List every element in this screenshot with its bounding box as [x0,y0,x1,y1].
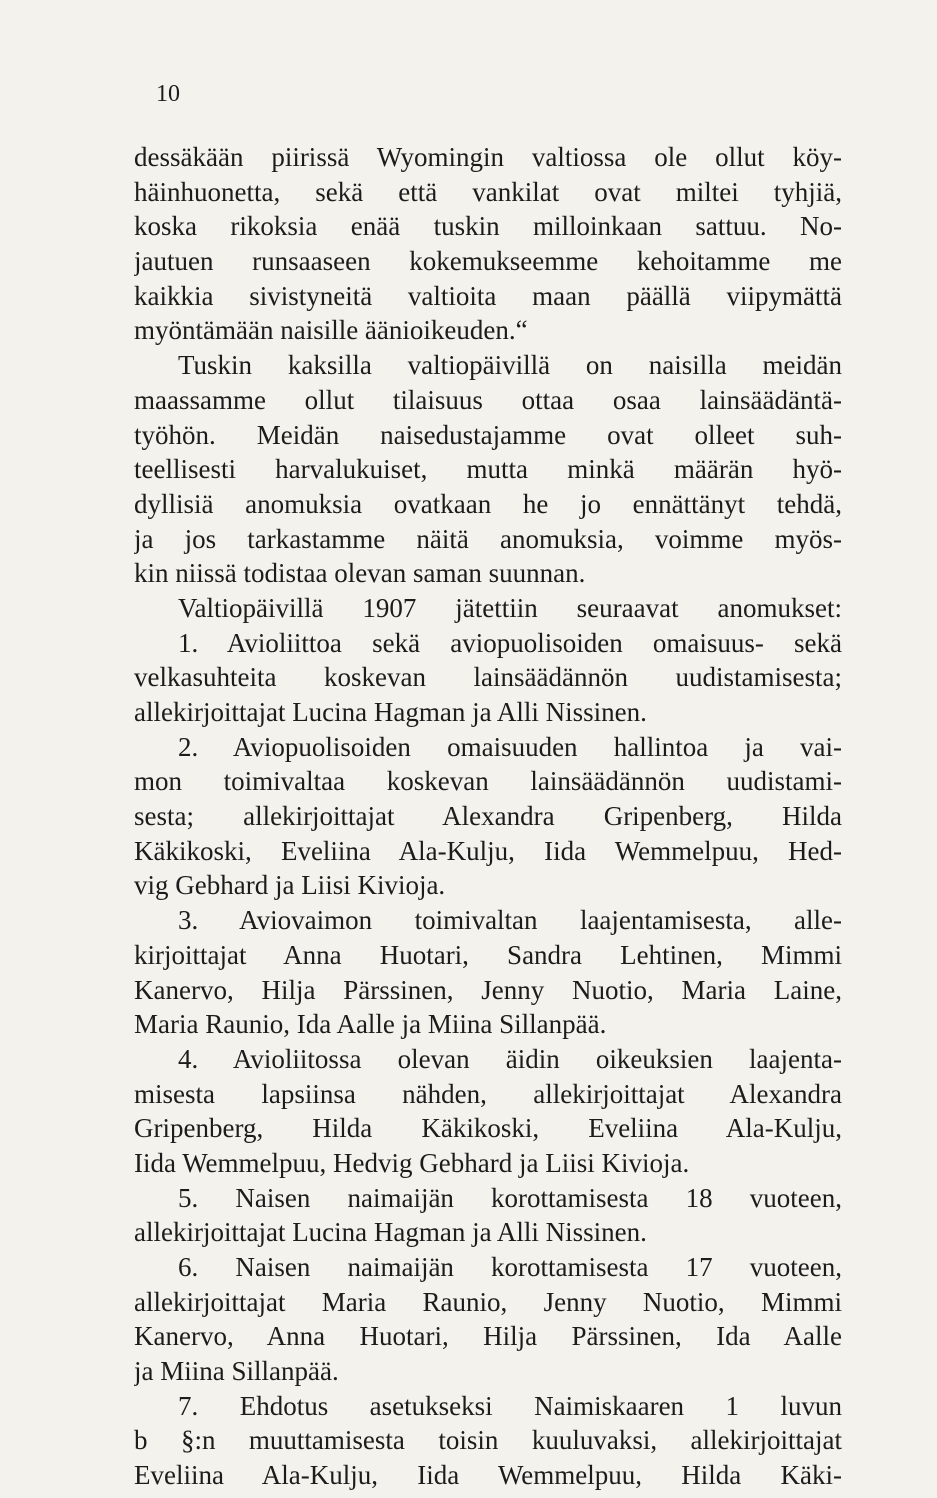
text-line: 3. Aviovaimon toimivaltan laajentamisesta, alle- [178,905,842,936]
text-line: allekirjoittajat Lucina Hagman ja Alli Nissinen. [134,1217,647,1248]
text-line: Kanervo, Hilja Pärssinen, Jenny Nuotio, Maria Laine, [134,974,842,1005]
text-line: sesta; allekirjoittajat Alexandra Gripenberg, Hilda [134,801,842,832]
text-line: 5. Naisen naimaijän korottamisesta 18 vuoteen, [178,1182,842,1213]
page-number: 10 [156,81,180,107]
text-line: vig Gebhard ja Liisi Kivioja. [134,870,446,901]
text-line: dyllisiä anomuksia ovatkaan he jo ennättänyt tehdä, [134,488,842,519]
text-line: 7. Ehdotus asetukseksi Naimiskaaren 1 luvun [178,1390,842,1421]
text-line: allekirjoittajat Maria Raunio, Jenny Nuotio, Mimmi [134,1286,842,1317]
text-line: Eveliina Ala-Kulju, Iida Wemmelpuu, Hilda Käki- [134,1460,842,1491]
text-line: Iida Wemmelpuu, Hedvig Gebhard ja Liisi Kivioja. [134,1147,690,1178]
text-line: Kanervo, Anna Huotari, Hilja Pärssinen, Ida Aalle [134,1321,842,1352]
text-line: Gripenberg, Hilda Käkikoski, Eveliina Ala-Kulju, [134,1113,842,1144]
text-line: kirjoittajat Anna Huotari, Sandra Lehtinen, Mimmi [134,939,842,970]
text-line: mon toimivaltaa koskevan lainsäädännön uudistami- [134,766,842,797]
text-line: häinhuonetta, sekä että vankilat ovat miltei tyhjiä, [134,176,842,207]
text-line: kaikkia sivistyneitä valtioita maan päällä viipymättä [134,280,842,311]
text-line: ja jos tarkastamme näitä anomuksia, voimme myös- [134,523,842,554]
text-line: jautuen runsaaseen kokemukseemme kehoitamme me [134,246,842,277]
text-line: 4. Avioliitossa olevan äidin oikeuksien laajenta- [178,1043,842,1074]
text-line: myöntämään naisille äänioikeuden.“ [134,315,528,346]
text-line: Valtiopäivillä 1907 jätettiin seuraavat anomukset: [178,592,842,623]
text-line: allekirjoittajat Lucina Hagman ja Alli Nissinen. [134,697,647,727]
text-line: kin niissä todistaa olevan saman suunnan. [134,558,586,589]
text-line: velkasuhteita koskevan lainsäädännön uudistamisesta; [134,662,842,693]
text-line: koska rikoksia enää tuskin milloinkaan sattuu. No- [134,211,842,242]
text-line: teellisesti harvalukuiset, mutta minkä määrän hyö- [134,454,842,485]
body-text [134,140,842,1493]
text-line: Tuskin kaksilla valtiopäivillä on naisilla meidän [178,350,842,381]
text-line: maassamme ollut tilaisuus ottaa osaa lainsäädäntä- [134,384,842,415]
text-line: b §:n muuttamisesta toisin kuuluvaksi, allekirjoittajat [134,1425,842,1456]
text-line: ja Miina Sillanpää. [134,1356,339,1387]
text-line: Käkikoski, Eveliina Ala-Kulju, Iida Wemmelpuu, Hed- [134,835,842,866]
text-line: työhön. Meidän naisedustajamme ovat olleet suh- [134,419,842,450]
text-line: misesta lapsiinsa nähden, allekirjoittajat Alexandra [134,1078,842,1109]
text-line: 2. Aviopuolisoiden omaisuuden hallintoa ja vai- [178,731,842,762]
text-line: dessäkään piirissä Wyomingin valtiossa ole ollut köy- [134,142,842,172]
text-line: 1. Avioliittoa sekä aviopuolisoiden omaisuus- sekä [178,627,842,658]
text-line: 6. Naisen naimaijän korottamisesta 17 vuoteen, [178,1252,842,1282]
text-line: Maria Raunio, Ida Aalle ja Miina Sillanpää. [134,1009,607,1040]
